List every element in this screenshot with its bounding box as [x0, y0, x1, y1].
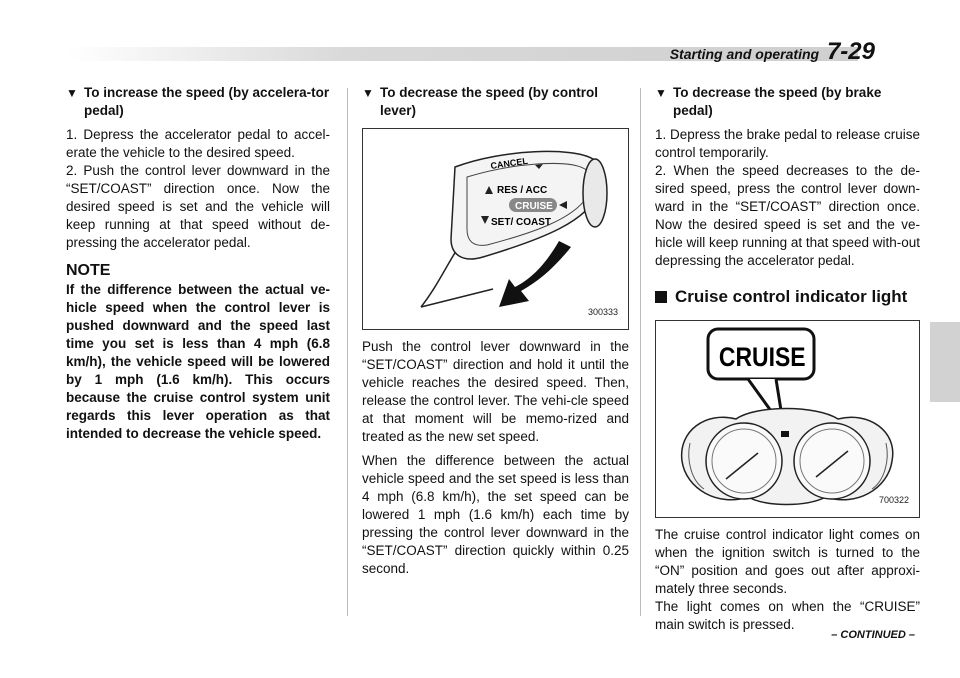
label-set-coast: SET/ COAST	[491, 217, 552, 228]
column-1	[66, 80, 330, 443]
figure-indicator-light	[655, 320, 920, 518]
triangle-bullet-icon: ▼	[66, 86, 78, 100]
column-divider	[640, 88, 641, 616]
paragraph-1: Push the control lever downward in the “SET/COAST” direction and hold it until the vehicle reaches the desired speed. Then, release the control lever. The vehi-cle speed at that moment will be memo-rized and treated as the new set speed.	[362, 339, 629, 444]
step-2: 2. Push the control lever downward in the “SET/COAST” direction once. Now the desired speed is set and the vehicle will keep running at that speed without de-pressing the accelerator pedal.	[66, 163, 330, 250]
callout-text: CRUISE	[718, 342, 806, 373]
section-title: Starting and operating	[669, 46, 820, 62]
cruise-indicator-light-icon	[781, 431, 789, 437]
instrument-cluster-illustration	[656, 321, 921, 517]
triangle-bullet-icon: ▼	[362, 86, 374, 100]
paragraph-2: When the difference between the actual vehicle speed and the set speed is less than 4 mph (6.8 km/h), the set speed can be lowered 1 mph (1.6 km/h) each time by pressing the control lever downward in the “SET/COAST” direction quickly within 0.25 second.	[362, 453, 629, 576]
label-cancel: CANCEL	[489, 155, 529, 171]
step-2: 2. When the speed decreases to the de-sired speed, press the control lever down-ward in the “SET/COAST” direction once. Now the desired speed is set and the ve-hicle will keep running at that speed with-out depressing the accelerator pedal.	[655, 163, 920, 268]
paragraph-1	[655, 526, 920, 634]
step-1: 1. Depress the accelerator pedal to accel-erate the vehicle to the desired speed.	[66, 127, 330, 160]
triangle-bullet-icon: ▼	[655, 86, 667, 100]
section-heading-indicator: Cruise control indicator light	[655, 288, 920, 306]
subheading-increase-speed: ▼ To increase the speed (by accelera-tor pedal)	[66, 85, 330, 118]
control-lever-illustration	[363, 129, 628, 329]
steps	[655, 126, 920, 270]
column-3	[655, 80, 920, 640]
push-down-arrow-icon	[499, 241, 571, 307]
label-cruise: CRUISE	[515, 201, 553, 212]
figure-code: 700322	[878, 495, 909, 505]
step-1: 1. Depress the brake pedal to release cruise control temporarily.	[655, 127, 920, 160]
chapter-tab	[930, 322, 960, 402]
page-number: 7-29	[826, 38, 875, 65]
label-res-acc: RES / ACC	[497, 185, 548, 196]
column-2	[362, 80, 629, 584]
note-text: If the difference between the actual ve-hicle speed when the control lever is pushed downward and the speed last time you set is less than 4 mph (6.8 km/h), the vehicle speed will be lowered by 1 mph (1.6 km/h). This occurs because the cruise control system unit regards this lever operation as that intended to decrease the vehicle speed.	[66, 282, 330, 441]
paragraph-line-2: The light comes on when the “CRUISE” main switch is pressed.	[655, 599, 920, 632]
column-divider	[347, 88, 348, 616]
steps	[66, 126, 330, 252]
continued-label: – CONTINUED –	[831, 629, 915, 641]
note-title: NOTE	[66, 262, 111, 279]
subheading-decrease-speed-brake: ▼ To decrease the speed (by brake pedal)	[655, 85, 882, 118]
paragraph-line-1: The cruise control indicator light comes on when the ignition switch is turned to the “ON” position and goes out after approxi-mately three seconds.	[655, 527, 920, 596]
running-header	[670, 38, 875, 66]
square-bullet-icon	[655, 291, 667, 303]
figure-control-lever	[362, 128, 629, 330]
subheading-decrease-speed-lever: ▼ To decrease the speed (by control lever)	[362, 85, 599, 118]
figure-code: 300333	[587, 307, 618, 317]
